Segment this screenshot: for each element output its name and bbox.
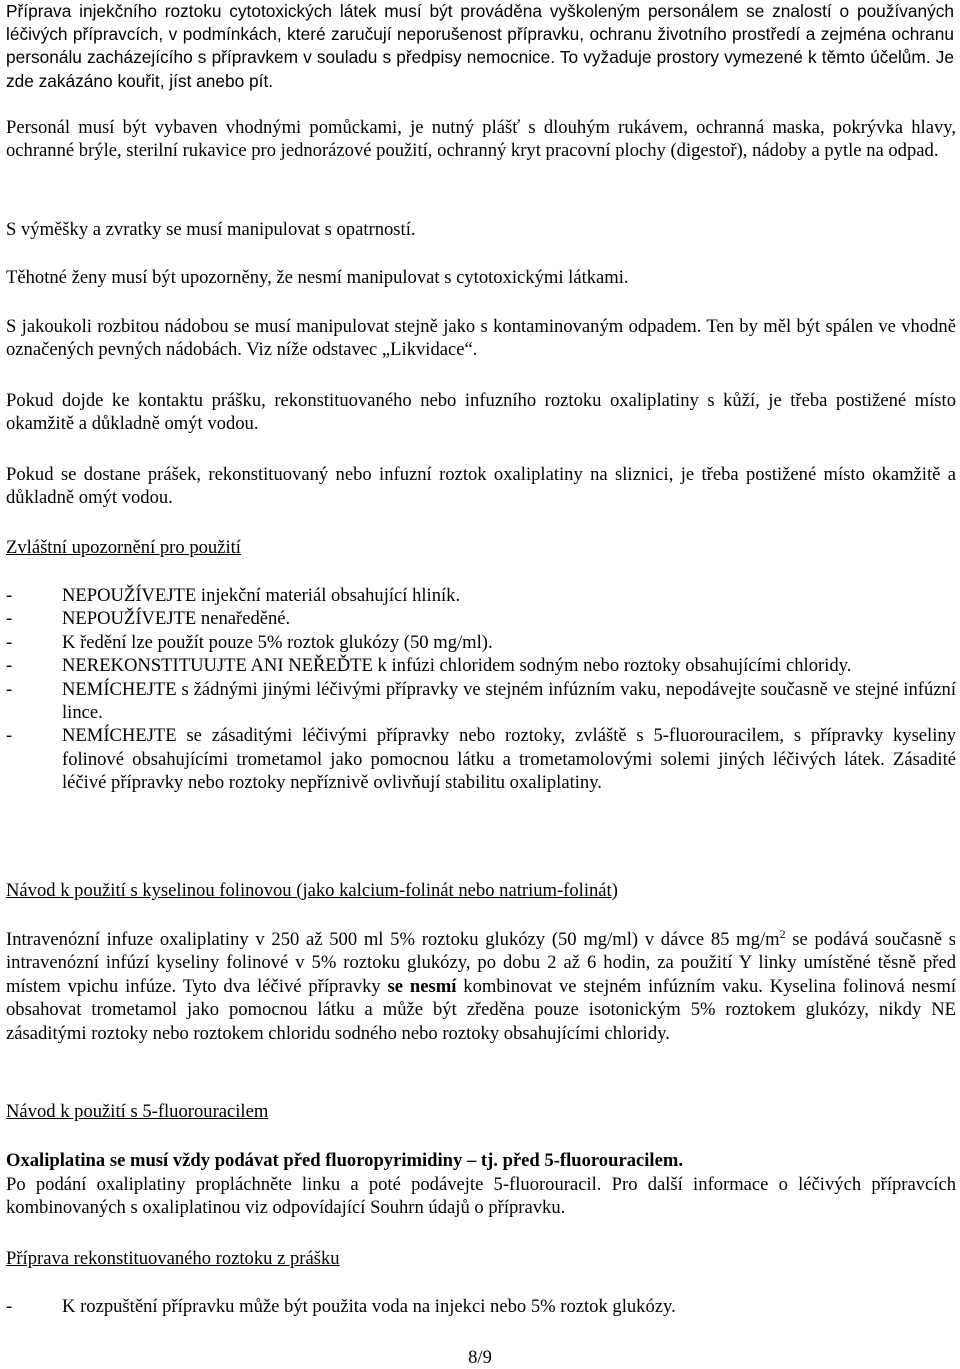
list-item [6,1295,956,1318]
folinic-acid-paragraph: Intravenózní infuze oxaliplatiny v 250 až 500 ml 5% roztoku glukózy (50 mg/ml) v dávce 85 $mg/m^2$ se podává současně s intravenózní infúzí kyseliny folinové v 5% roztoku glukózy, po dobu 2 až 6 hodin, za použití Y linky umístěné těsně před místem vpichu infúze. Tyto dva léčivé přípravky se nesmí kombinovat ve stejném infúzním vaku. Kyselina folinová nesmí obsahovat trometamol jako pomocnou látku a může být zředěna pouze isotonickým 5% roztokem glukózy, nikdy NE zásaditými roztoky nebo roztokem chloridu sodného nebo roztoky obsahujícími chloridy. [6,926,956,1044]
list-item-text: NEMÍCHEJTE se zásaditými léčivými přípravky nebo roztoky, zvláště s 5-fluorouracilem, s přípravky kyseliny folinové obsahujícími trometamol jako pomocnou látku a trometamolovými solemi jiných léčivých látek. Zásadité léčivé přípravky nebo roztoky nepříznivě ovlivňují stabilitu oxaliplatiny. [62,725,956,794]
list-item-text: NEPOUŽÍVEJTE injekční materiál obsahující hliník. [62,585,461,606]
intro-paragraph: Příprava injekčního roztoku cytotoxických látek musí být prováděna vyškoleným personálem se znalostí o používaných léčivých přípravcích, v podmínkách, které zaručují neporušenost přípravku, ochranu životního prostředí a zejména ochranu personálu zacházejícího s přípravkem v souladu s předpisy nemocnice. To vyžaduje prostory vymezené k těmto účelům. Je zde zakázáno kouřit, jíst anebo pít. [6,1,954,91]
fluorouracil-bold-line: Oxaliplatina se musí vždy podávat před fluoropyrimidiny – tj. před 5-fluorouracilem. [6,1150,683,1171]
list-item [6,607,956,630]
broken-container-paragraph: S jakoukoli rozbitou nádobou se musí manipulovat stejně jako s kontaminovaným odpadem. Ten by měl být spálen ve vhodně označených pevných nádobách. Viz níže odstavec „Likvidace“. [6,316,956,361]
list-item [6,631,956,654]
list-item-text: K rozpuštění přípravku může být použita voda na injekci nebo 5% roztok glukózy. [62,1296,676,1317]
equipment-paragraph: Personál musí být vybaven vhodnými pomůckami, je nutný plášť s dlouhým rukávem, ochranná maska, pokrývka hlavy, ochranné brýle, sterilní rukavice pro jednorázové použití, ochranný kryt pracovní plochy (digestoř), nádoby a pytle na odpad. [6,117,956,162]
excreta-paragraph: S výměšky a zvratky se musí manipulovat s opatrností. [6,219,416,240]
list-dash: - [6,585,13,606]
list-dash: - [6,678,13,700]
list-item [6,654,956,677]
bold-phrase: se nesmí [387,975,457,997]
folinic-acid-heading: Návod k použití s kyselinou folinovou (jako kalcium-folinát nebo natrium-folinát) [6,880,618,901]
list-dash: - [6,655,13,677]
special-warnings-heading: Zvláštní upozornění pro použití [6,537,241,558]
page-number: 8/9 [468,1347,492,1368]
list-dash: - [6,608,13,630]
fluorouracil-heading: Návod k použití s 5-fluorouracilem [6,1101,269,1122]
list-dash: - [6,631,13,653]
reconstitution-heading: Příprava rekonstituovaného roztoku z prášku [6,1248,340,1269]
list-item [6,678,956,725]
list-item-text: K ředění lze použít pouze 5% roztok glukózy (50 mg/ml). [62,631,493,653]
skin-contact-paragraph: Pokud dojde ke kontaktu prášku, rekonstituovaného nebo infuzního roztoku oxaliplatiny s kůží, je třeba postižené místo okamžitě a důkladně omýt vodou. [6,390,956,435]
reconstitution-list [6,1295,956,1318]
list-item-text: NEMÍCHEJTE s žádnými jinými léčivými přípravky ve stejném infúzním vaku, nepodávejte současně ve stejné infúzní lince. [62,678,956,724]
list-dash: - [6,725,13,747]
list-item-text: NEREKONSTITUUJTE ANI NEŘEĎTE k infúzi chloridem sodným nebo roztoky obsahujícími chloridy. [62,655,852,677]
special-warnings-list [6,584,956,795]
list-item [6,584,956,607]
list-item-text: NEPOUŽÍVEJTE nenaředěné. [62,608,291,630]
fluorouracil-paragraph: Po podání oxaliplatiny propláchněte linku a poté podávejte 5-fluorouracil. Pro další informace o léčivých přípravcích kombinovaných s oxaliplatinou viz odpovídající Souhrn údajů o přípravku. [6,1174,956,1219]
list-item [6,724,956,794]
list-dash: - [6,1296,13,1317]
mucosa-contact-paragraph: Pokud se dostane prášek, rekonstituovaný nebo infuzní roztok oxaliplatiny na sliznici, je třeba postižené místo okamžitě a důkladně omýt vodou. [6,464,956,509]
superscript: 2 [779,926,786,941]
pregnant-paragraph: Těhotné ženy musí být upozorněny, že nesmí manipulovat s cytotoxickými látkami. [6,267,629,288]
